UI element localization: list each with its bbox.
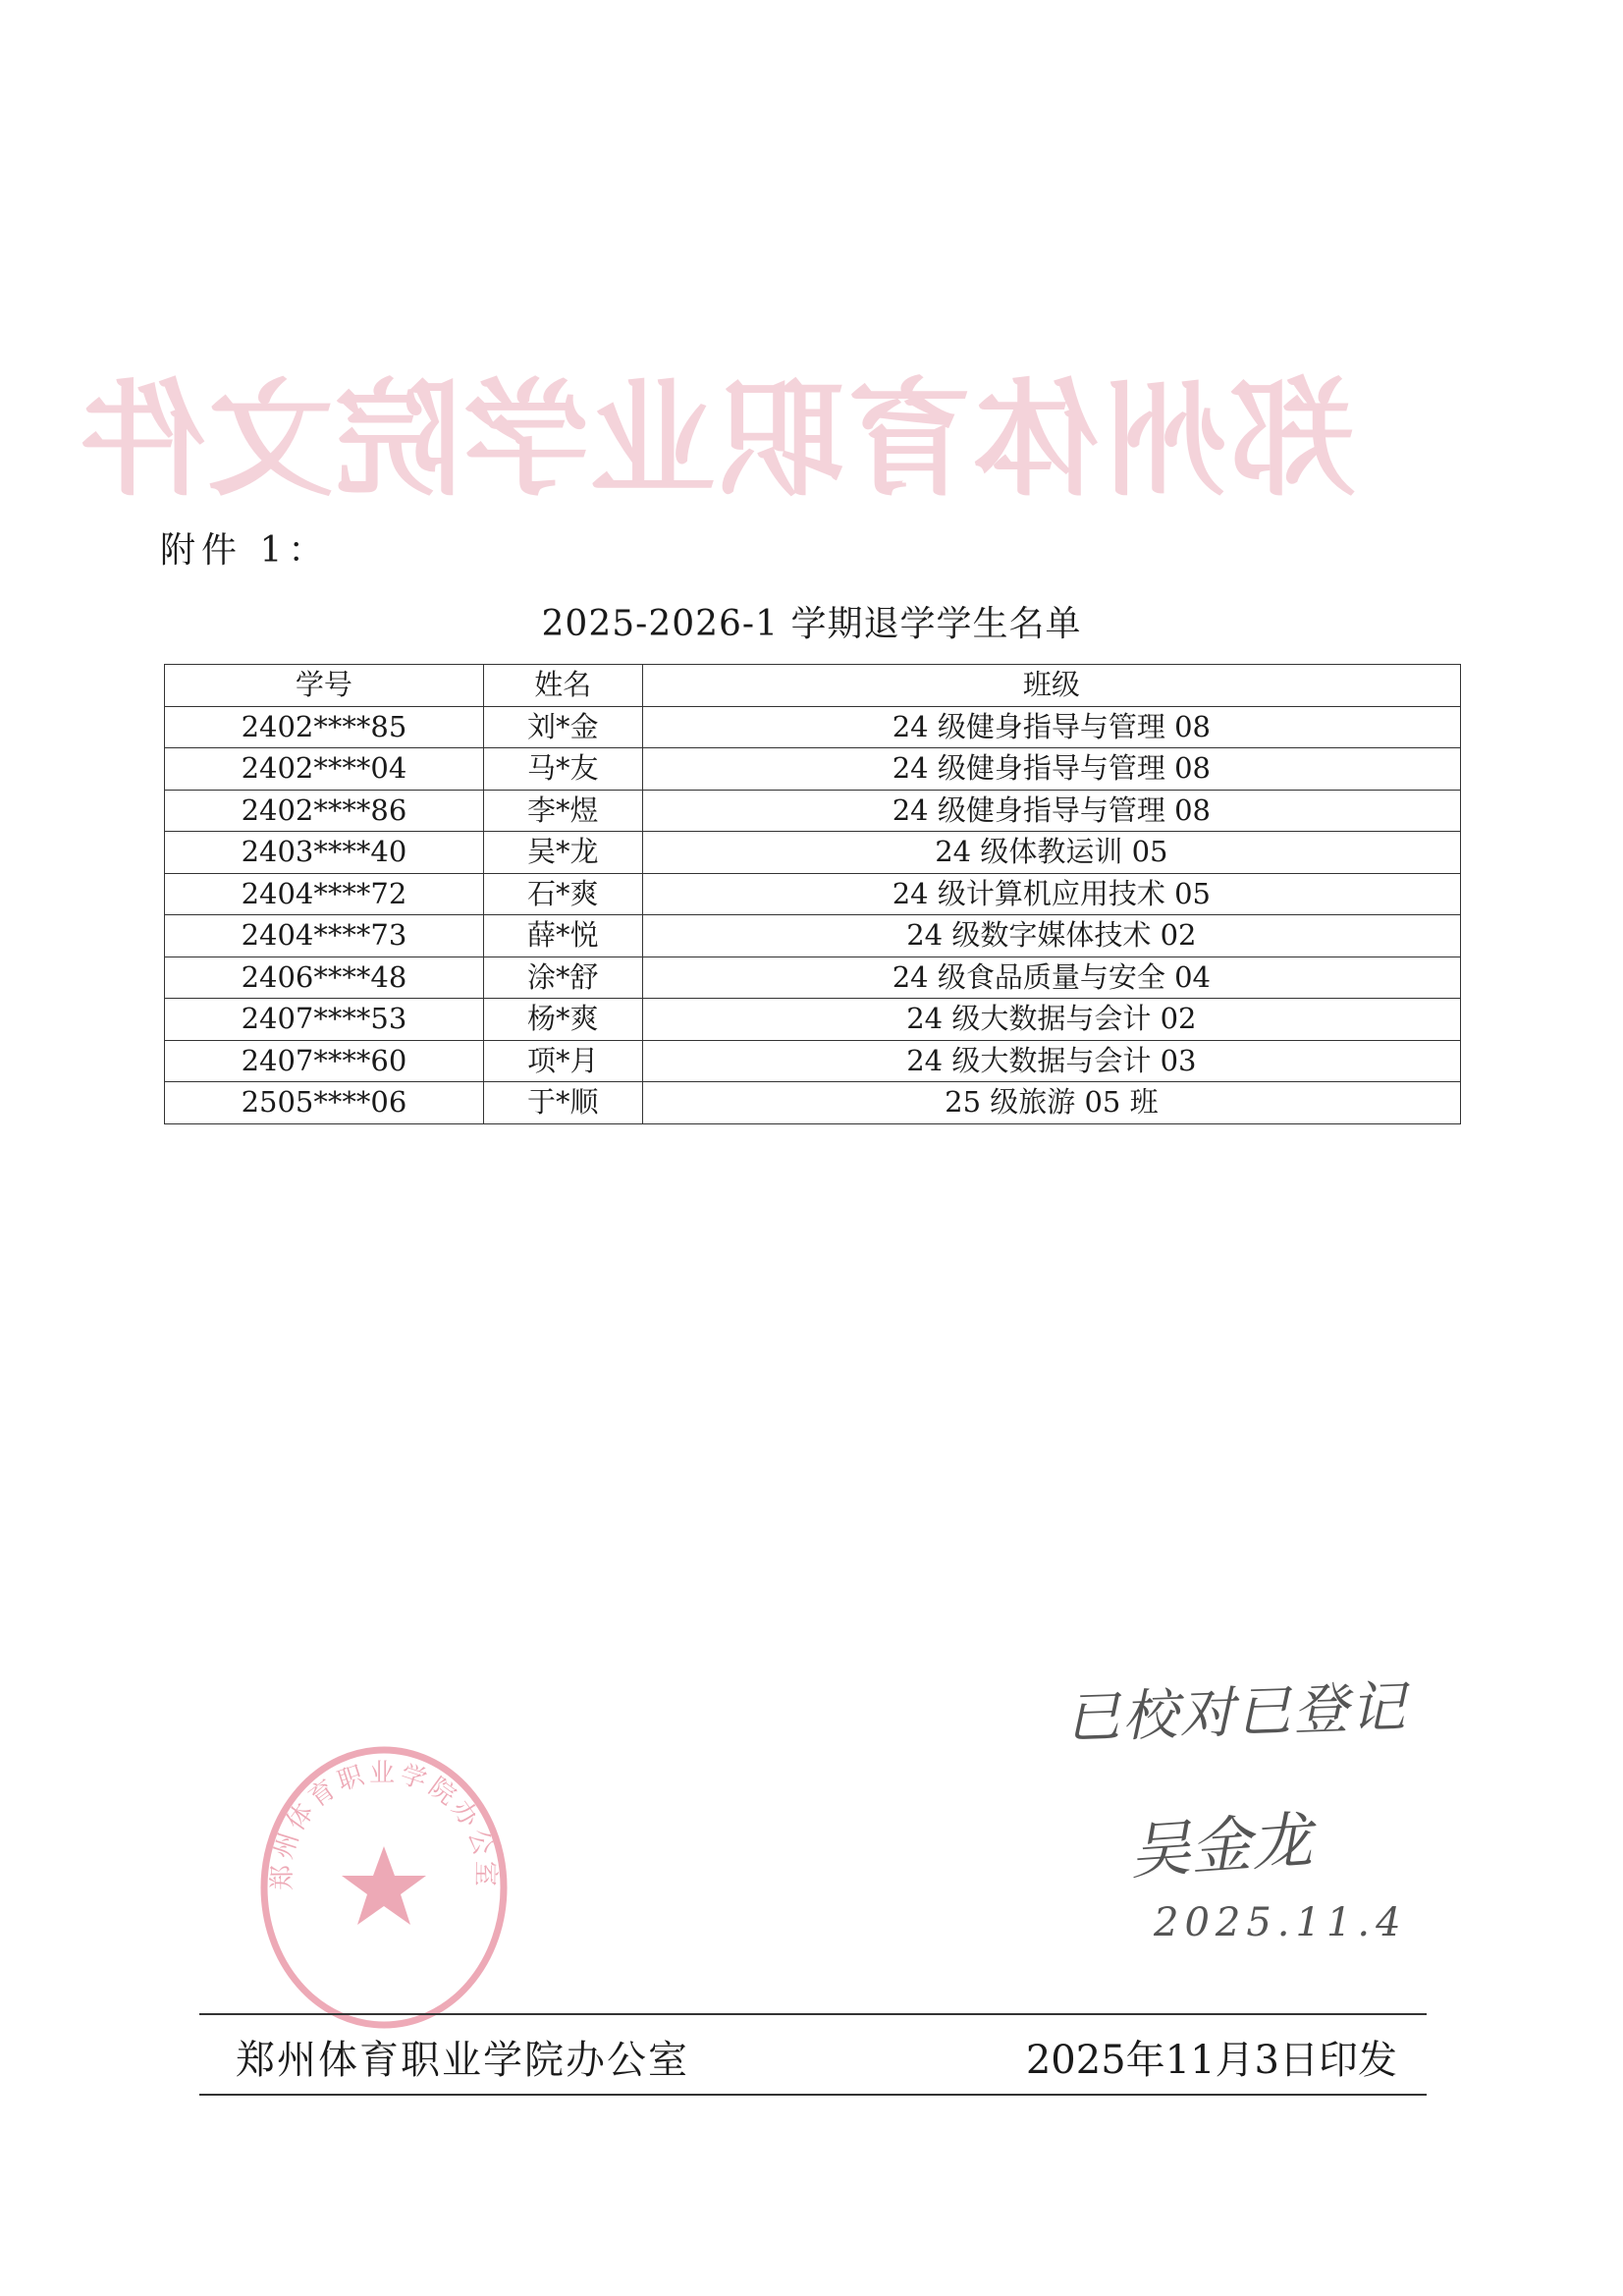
footer-top-rule bbox=[199, 2013, 1427, 2015]
cell-class: 24 级健身指导与管理 08 bbox=[642, 790, 1460, 832]
cell-class: 24 级健身指导与管理 08 bbox=[642, 748, 1460, 791]
table-row bbox=[165, 706, 1461, 748]
handwritten-date: 2025.11.4 bbox=[1154, 1900, 1407, 1945]
cell-name: 杨*爽 bbox=[483, 999, 642, 1041]
cell-class: 24 级健身指导与管理 08 bbox=[642, 706, 1460, 748]
table-row bbox=[165, 748, 1461, 791]
cell-class: 24 级体教运训 05 bbox=[642, 832, 1460, 874]
cell-student-id: 2406****48 bbox=[165, 957, 484, 999]
cell-class: 24 级数字媒体技术 02 bbox=[642, 915, 1460, 957]
cell-class: 24 级计算机应用技术 05 bbox=[642, 873, 1460, 915]
footer-bottom-rule bbox=[199, 2094, 1427, 2096]
seal-star-icon bbox=[342, 1846, 426, 1925]
header-student-id: 学号 bbox=[165, 665, 484, 707]
cell-class: 24 级食品质量与安全 04 bbox=[642, 957, 1460, 999]
cell-student-id: 2403****40 bbox=[165, 832, 484, 874]
cell-student-id: 2404****72 bbox=[165, 873, 484, 915]
cell-class: 24 级大数据与会计 02 bbox=[642, 999, 1460, 1041]
withdrawal-student-table bbox=[164, 664, 1461, 1124]
cell-student-id: 2402****86 bbox=[165, 790, 484, 832]
cell-name: 马*友 bbox=[483, 748, 642, 791]
table-row bbox=[165, 915, 1461, 957]
cell-name: 刘*金 bbox=[483, 706, 642, 748]
table-row bbox=[165, 999, 1461, 1041]
cell-student-id: 2505****06 bbox=[165, 1082, 484, 1124]
table-row bbox=[165, 1040, 1461, 1082]
official-seal-stamp bbox=[257, 1740, 511, 2035]
seal-text: 郑州体育职业学院办公室 bbox=[267, 1758, 501, 1890]
cell-name: 于*顺 bbox=[483, 1082, 642, 1124]
table-row bbox=[165, 1082, 1461, 1124]
cell-student-id: 2402****04 bbox=[165, 748, 484, 791]
cell-name: 吴*龙 bbox=[483, 832, 642, 874]
cell-class: 25 级旅游 05 班 bbox=[642, 1082, 1460, 1124]
cell-name: 涂*舒 bbox=[483, 957, 642, 999]
table-row bbox=[165, 790, 1461, 832]
cell-name: 李*煜 bbox=[483, 790, 642, 832]
table-row bbox=[165, 873, 1461, 915]
handwritten-signature: 吴金龙 bbox=[1127, 1803, 1315, 1888]
table-row bbox=[165, 832, 1461, 874]
cell-name: 薛*悦 bbox=[483, 915, 642, 957]
cell-name: 项*月 bbox=[483, 1040, 642, 1082]
header-name: 姓名 bbox=[483, 665, 642, 707]
document-title: 2025-2026-1 学期退学学生名单 bbox=[541, 604, 1082, 644]
footer-issuer: 郑州体育职业学院办公室 bbox=[236, 2038, 689, 2083]
attachment-label: 附件 1： bbox=[160, 530, 330, 571]
cell-student-id: 2407****60 bbox=[165, 1040, 484, 1082]
table-row bbox=[165, 957, 1461, 999]
table-header-row bbox=[165, 665, 1461, 707]
cell-class: 24 级大数据与会计 03 bbox=[642, 1040, 1460, 1082]
header-class: 班级 bbox=[642, 665, 1460, 707]
cell-student-id: 2407****53 bbox=[165, 999, 484, 1041]
cell-student-id: 2404****73 bbox=[165, 915, 484, 957]
footer-issue-date: 2025年11月3日印发 bbox=[1025, 2038, 1397, 2083]
handwritten-verification-note: 已校对已登记 bbox=[1064, 1674, 1409, 1752]
cell-student-id: 2402****85 bbox=[165, 706, 484, 748]
cell-name: 石*爽 bbox=[483, 873, 642, 915]
bleed-through-header: 郑州体育职业学院文件 bbox=[78, 366, 1355, 514]
